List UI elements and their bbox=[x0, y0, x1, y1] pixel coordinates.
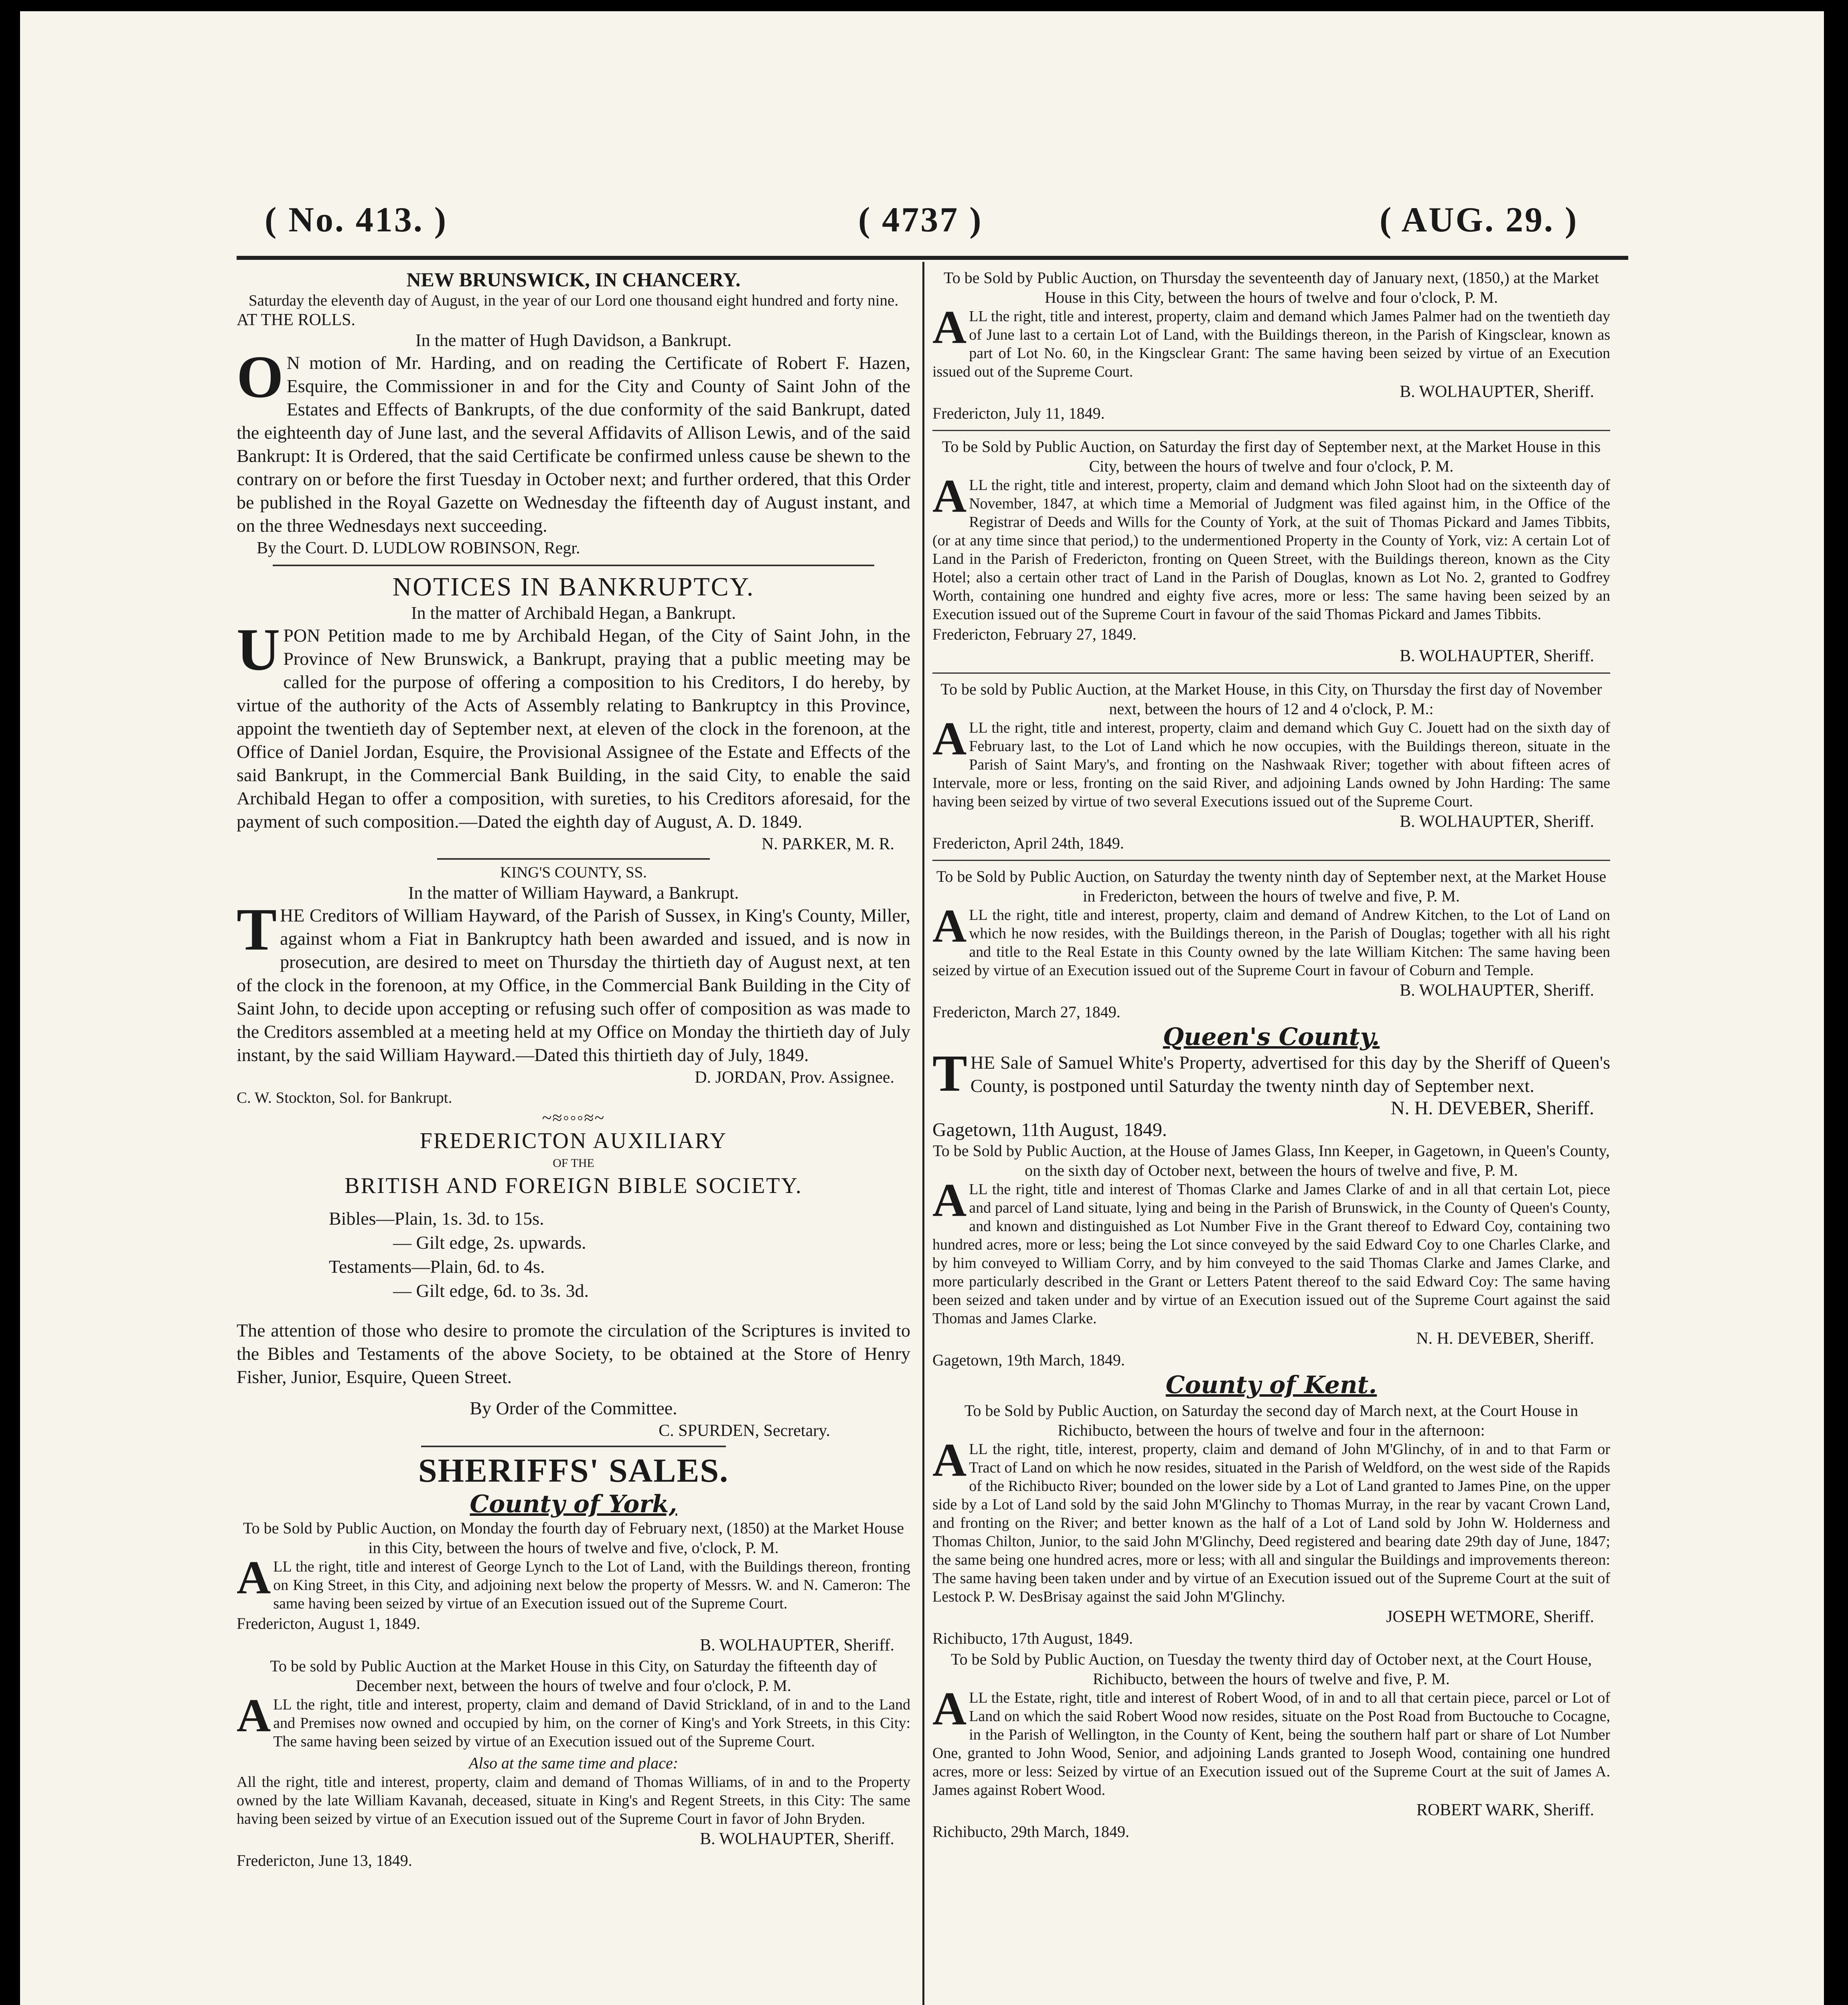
drop-cap: A bbox=[932, 899, 967, 952]
separator bbox=[437, 858, 710, 860]
separator bbox=[273, 565, 874, 566]
price-item: — Gilt edge, 6d. to 3s. 3d. bbox=[393, 1280, 589, 1301]
sale-body: LL the right, title and interest, property, claim and demand which James Palmer had on the twentieth day of June last to a certain Lot of Land, with the Buildings thereon, in the Parish of Kingsclear, known as part of Lot No. 60, in the Kingsclear Grant: The same having been seized by virtue of an Execution issued out of the Supreme Court. bbox=[932, 308, 1610, 380]
column-divider bbox=[922, 262, 924, 2005]
sale-body: LL the right, title and interest of Thomas Clarke and James Clarke of and in all that certain Lot, piece and parcel of Land situate, lying and being in the Parish of Brunswick, in the County of Queen's County, and known and distinguished as Lot Number Five in the Grant thereof to Edward Coy, containing two hundred acres, more or less; being the Lot since conveyed by the said Edward Coy to one Charles Clarke, and by him conveyed to William Corry, and by him conveyed to the said Thomas Clarke and James Clarke, and more particularly described in the Grant or Letters Patent thereof to the said Edward Coy: The same having been seized and taken under and by virtue of an Execution issued out of the Supreme Court against the said Thomas and James Clarke. bbox=[932, 1181, 1610, 1327]
sheriff-signature: N. H. DEVEBER, Sheriff. bbox=[1390, 1098, 1594, 1119]
sale-notice: To be Sold by Public Auction, on Monday the fourth day of February next, (1850) at the Market House in this City, between the hours of twelve and five, o'clock, P. M. bbox=[243, 1519, 904, 1557]
chancery-body: N motion of Mr. Harding, and on reading the Certificate of Robert F. Hazen, Esquire, the Commissioner in and for the City and County of Saint John of the Estates and Effects of Bankrupts, of the due conformity of the said Bankrupt, dated the eighteenth day of June last, and the several Affidavits of Allison Lewis, and of the said Bankrupt: It is Ordered, that the said Certificate be confirmed unless cause be shewn to the contrary on or before the first Tuesday in October next; and further ordered, that this Order be published in the Royal Gazette on Wednesday the fifteenth day of August instant, and on the three Wednesdays next succeeding. bbox=[237, 352, 910, 536]
sale-body: LL the right, title, interest, property, claim and demand of John M'Glinchy, of in and to that Farm or Tract of Land on which he now resides, situated in the Parish of Weldford, on the west side of the Rapids of the Richibucto River; bounded on the lower side by a Lot of Land granted to James Pine, on the upper side by a Lot of Land sold by the said John M'Glinchy to Thomas Murray, in the rear by vacant Crown Land, and fronting on the River; and better known as the half of a Lot of Land sold by John W. Holderness and Thomas Chilton, Junior, to the said John M'Glinchy, Deed registered and bearing date 29th day of June, 1847; the same being one hundred acres, more or less; with all and singular the Buildings and improvements thereon: The same having been taken under and by virtue of an Execution issued out of the Supreme Court at the suit of Lestock P. W. DesBrisay against the said John M'Glinchy. bbox=[932, 1441, 1610, 1605]
left-column bbox=[237, 268, 910, 2005]
solicitor-line: C. W. Stockton, Sol. for Bankrupt. bbox=[237, 1089, 452, 1106]
drop-cap: T bbox=[932, 1045, 967, 1102]
bible-body: The attention of those who desire to promote the circulation of the Scriptures is invited to the Bibles and Testaments of the above Society, to be obtained at the Store of Henry Fisher, Junior, Esquire, Queen Street. bbox=[237, 1320, 910, 1387]
queens-county-heading: Queen's County. bbox=[1163, 1023, 1380, 1051]
sheriff-signature: B. WOLHAUPTER, Sheriff. bbox=[1400, 812, 1594, 831]
price-item: Testaments—Plain, 6d. to 4s. bbox=[329, 1256, 545, 1277]
sale-notice: To be Sold by Public Auction, on Tuesday the twenty third day of October next, at the Court House, Richibucto, between the hours of twelve and five, P. M. bbox=[950, 1650, 1592, 1688]
chancery-rolls: AT THE ROLLS. bbox=[237, 311, 355, 329]
sale-date: Richibucto, 29th March, 1849. bbox=[932, 1823, 1130, 1841]
right-column bbox=[932, 268, 1610, 2005]
sale-date: Richibucto, 17th August, 1849. bbox=[932, 1629, 1133, 1647]
drop-cap: A bbox=[932, 1434, 967, 1486]
sheriff-signature: N. H. DEVEBER, Sheriff. bbox=[1416, 1329, 1594, 1348]
separator bbox=[932, 860, 1610, 861]
sale-notice: To be Sold by Public Auction, on Saturday the second day of March next, at the Court House in Richibucto, between the hours of twelve and four in the afternoon: bbox=[964, 1401, 1578, 1439]
drop-cap: A bbox=[932, 1682, 967, 1735]
also-line: Also at the same time and place: bbox=[468, 1754, 679, 1772]
chancery-title: NEW BRUNSWICK, IN CHANCERY. bbox=[406, 268, 741, 291]
sale-date: Fredericton, April 24th, 1849. bbox=[932, 834, 1124, 852]
bankruptcy-signature-2: D. JORDAN, Prov. Assignee. bbox=[695, 1068, 894, 1087]
drop-cap: T bbox=[237, 896, 277, 963]
issue-number: ( No. 413. ) bbox=[265, 200, 448, 239]
sale-body: LL the right, title and interest, property, claim and demand which Guy C. Jouett had on the sixth day of February last, to the Lot of Land which he now occupies, with the Buildings thereon, situate in the Parish of Saint Mary's, and fronting on the Nashwaak River; together with about fifteen acres of Intervale, more or less, fronting on the said River, and adjoining Lands owned by John Harding: The same having been seized by virtue of two several Executions issued out of the Supreme Court. bbox=[932, 719, 1610, 810]
sheriff-signature: B. WOLHAUPTER, Sheriff. bbox=[1400, 383, 1594, 401]
queens-body: HE Sale of Samuel White's Property, advertised for this day by the Sheriff of Queen's County, is postponed until Saturday the twenty ninth day of September next. bbox=[970, 1052, 1610, 1096]
gazette-page bbox=[20, 11, 1824, 2005]
sheriff-signature: B. WOLHAUPTER, Sheriff. bbox=[1400, 647, 1594, 665]
sale-date: Gagetown, 11th August, 1849. bbox=[932, 1119, 1167, 1140]
bankruptcy-signature-1: N. PARKER, M. R. bbox=[761, 835, 894, 853]
bible-of-the: OF THE bbox=[553, 1156, 594, 1170]
county-york-heading: County of York, bbox=[470, 1490, 677, 1518]
sale-date: Fredericton, June 13, 1849. bbox=[237, 1851, 412, 1869]
chancery-dateline: Saturday the eleventh day of August, in the year of our Lord one thousand eight hundred and forty nine. bbox=[248, 292, 899, 309]
sale-body-2: All the right, title and interest, property, claim and demand of Thomas Williams, of in and to the Property owned by the late William Kavanah, deceased, situate in King's and Regent Streets, in this City: The same having been seized by virtue of an Execution issued out of the Supreme Court in favor of John Bryden. bbox=[237, 1774, 910, 1827]
drop-cap: A bbox=[237, 1689, 271, 1742]
sale-notice: To be sold by Public Auction at the Market House in this City, on Saturday the fifteenth day of December next, between the hours of twelve and four o'clock, P. M. bbox=[270, 1657, 877, 1695]
sheriff-signature: JOSEPH WETMORE, Sheriff. bbox=[1386, 1608, 1594, 1626]
bankruptcy-matter-2: In the matter of William Hayward, a Bankrupt. bbox=[408, 883, 739, 903]
page-number: ( 4737 ) bbox=[858, 200, 983, 239]
sale-body: LL the right, title and interest, property, claim and demand of David Strickland, of in and to the Land and Premises now owned and occupied by him, on the corner of King's and York Streets, in this City: The same having been seized by virtue of an Execution issued out of the Supreme Court. bbox=[273, 1696, 910, 1750]
drop-cap: A bbox=[932, 1174, 967, 1226]
price-item: — Gilt edge, 2s. upwards. bbox=[393, 1232, 586, 1253]
drop-cap: O bbox=[237, 344, 284, 410]
sale-body: LL the right, title and interest, property, claim and demand which John Sloot had on the sixteenth day of November, 1847, at which time a Memorial of Judgment was filed against him, in the Office of the Registrar of Deeds and Wills for the County of York, at the suit of Thomas Pickard and James Tibbits, (or at any time since that period,) to the undermentioned Property in the County of York, viz: A certain Lot of Land in the Parish of Fredericton, fronting on Queen Street, with the Buildings thereon, known as the City Hotel; also a certain other tract of Land in the Parish of Douglas, known as Lot No. 2, granted to Godfrey Worth, containing one hundred and eighty five acres, more or less: The same having been seized by an Execution issued out of the Supreme Court in favour of the said Thomas Pickard and James Tibbits. bbox=[932, 477, 1610, 623]
sheriff-signature: ROBERT WARK, Sheriff. bbox=[1416, 1801, 1594, 1819]
separator bbox=[932, 672, 1610, 674]
chancery-matter: In the matter of Hugh Davidson, a Bankrupt. bbox=[415, 330, 732, 350]
bible-title-1: FREDERICTON AUXILIARY bbox=[419, 1128, 727, 1153]
sale-body: LL the right, title and interest of George Lynch to the Lot of Land, with the Buildings thereon, fronting on King Street, in this City, and adjoining next below the property of Messrs. W. and N. Cameron: The same having been seized by virtue of an Execution issued out of the Supreme Court. bbox=[273, 1558, 910, 1612]
bankruptcy-matter-1: In the matter of Archibald Hegan, a Bankrupt. bbox=[411, 603, 736, 623]
separator bbox=[421, 1446, 726, 1447]
sale-date: Gagetown, 19th March, 1849. bbox=[932, 1351, 1125, 1369]
separator bbox=[932, 430, 1610, 431]
ornament: ~≈◦◦◦≈~ bbox=[542, 1108, 605, 1128]
price-item: Bibles—Plain, 1s. 3d. to 15s. bbox=[329, 1208, 544, 1229]
drop-cap: U bbox=[237, 616, 280, 683]
sale-body: LL the Estate, right, title and interest of Robert Wood, of in and to all that certain piece, parcel or Lot of Land on which the said Robert Wood now resides, situate on the Post Road from Buctouche to Cocagne, in the Parish of Wellington, in the County of Kent, being the southern half part or share of Lot Number One, granted to John Wood, Senior, and adjoining Lands granted to Joseph Wood, containing one hundred acres, more or less: Seized by virtue of an Execution issued out of the Supreme Court at the suit of James A. James against Robert Wood. bbox=[932, 1689, 1610, 1798]
sale-body: LL the right, title and interest, property, claim and demand of Andrew Kitchen, to the Lot of Land on which he now resides, with the Buildings thereon, in the Parish of Douglas; together with all his right and title to the Real Estate in this County owned by the late William Kitchen: The same having been seized by virtue of an Execution issued out of the Supreme Court in favour of Coburn and Temple. bbox=[932, 907, 1610, 979]
sale-date: Fredericton, July 11, 1849. bbox=[932, 404, 1105, 422]
drop-cap: A bbox=[932, 301, 967, 353]
chancery-signature: By the Court. D. LUDLOW ROBINSON, Regr. bbox=[257, 539, 580, 557]
sale-date: Fredericton, August 1, 1849. bbox=[237, 1614, 420, 1632]
kings-county: KING'S COUNTY, SS. bbox=[500, 864, 647, 881]
bankruptcy-title: NOTICES IN BANKRUPTCY. bbox=[392, 572, 755, 602]
bankruptcy-body-2: HE Creditors of William Hayward, of the Parish of Sussex, in King's County, Miller, against whom a Fiat in Bankruptcy hath been awarded and issued, and is now in prosecution, are desired to meet on Thursday the thirtieth day of August next, at ten of the clock in the forenoon, at my Office, in the Commercial Bank Building in the City of Saint John, to decide upon accepting or refusing such offer of composition as was made to the Creditors assembled at a meeting held at my Office on Monday the thirtieth day of July instant, by the said William Hayward.—Dated this thirtieth day of July, 1849. bbox=[237, 905, 910, 1065]
sheriffs-sales-title: SHERIFFS' SALES. bbox=[418, 1452, 729, 1489]
sale-notice: To be Sold by Public Auction, at the House of James Glass, Inn Keeper, in Gagetown, in Queen's County, on the sixth day of October next, between the hours of twelve and five, P. M. bbox=[933, 1142, 1610, 1179]
bible-signature: C. SPURDEN, Secretary. bbox=[659, 1422, 830, 1440]
drop-cap: A bbox=[932, 470, 967, 522]
sale-notice: To be Sold by Public Auction, on Saturday the twenty ninth day of September next, at the Market House in Fredericton, between the hours of twelve and five, P. M. bbox=[936, 867, 1607, 905]
sale-date: Fredericton, March 27, 1849. bbox=[932, 1003, 1121, 1021]
issue-date: ( AUG. 29. ) bbox=[1380, 200, 1578, 239]
price-list bbox=[329, 1207, 910, 1303]
header-rule bbox=[237, 256, 1628, 260]
sale-date: Fredericton, February 27, 1849. bbox=[932, 625, 1137, 643]
kent-county-heading: County of Kent. bbox=[1165, 1371, 1377, 1399]
bible-order: By Order of the Committee. bbox=[470, 1398, 677, 1418]
drop-cap: A bbox=[237, 1551, 271, 1604]
drop-cap: A bbox=[932, 712, 967, 765]
sale-notice: To be sold by Public Auction, at the Market House, in this City, on Thursday the first day of November next, between the hours of 12 and 4 o'clock, P. M.: bbox=[940, 680, 1602, 718]
sale-notice: To be Sold by Public Auction, on Thursday the seventeenth day of January next, (1850,) at the Market House in this City, between the hours of twelve and four o'clock, P. M. bbox=[944, 269, 1599, 306]
bankruptcy-body-1: PON Petition made to me by Archibald Hegan, of the City of Saint John, in the Province of New Brunswick, a Bankrupt, praying that a public meeting may be called for the purpose of offering a composition to his Creditors, I do hereby, by virtue of the authority of the Acts of Assembly relating to Bankruptcy in this Province, appoint the twentieth day of September next, at eleven of the clock in the forenoon, at the Office of Daniel Jordan, Esquire, the Provisional Assignee of the Estate and Effects of the said Bankrupt, in the Commercial Bank Building, in the said City, to enable the said Archibald Hegan to offer a composition, with sureties, to his Creditors aforesaid, for the payment of such composition.—Dated the eighth day of August, A. D. 1849. bbox=[237, 625, 910, 832]
sheriff-signature: B. WOLHAUPTER, Sheriff. bbox=[700, 1636, 894, 1655]
sheriff-signature: B. WOLHAUPTER, Sheriff. bbox=[1400, 981, 1594, 1000]
bible-title-2: BRITISH AND FOREIGN BIBLE SOCIETY. bbox=[344, 1173, 802, 1198]
sheriff-signature: B. WOLHAUPTER, Sheriff. bbox=[700, 1830, 894, 1848]
sale-notice: To be Sold by Public Auction, on Saturday the first day of September next, at the Market House in this City, between the hours of twelve and four o'clock, P. M. bbox=[942, 437, 1601, 475]
